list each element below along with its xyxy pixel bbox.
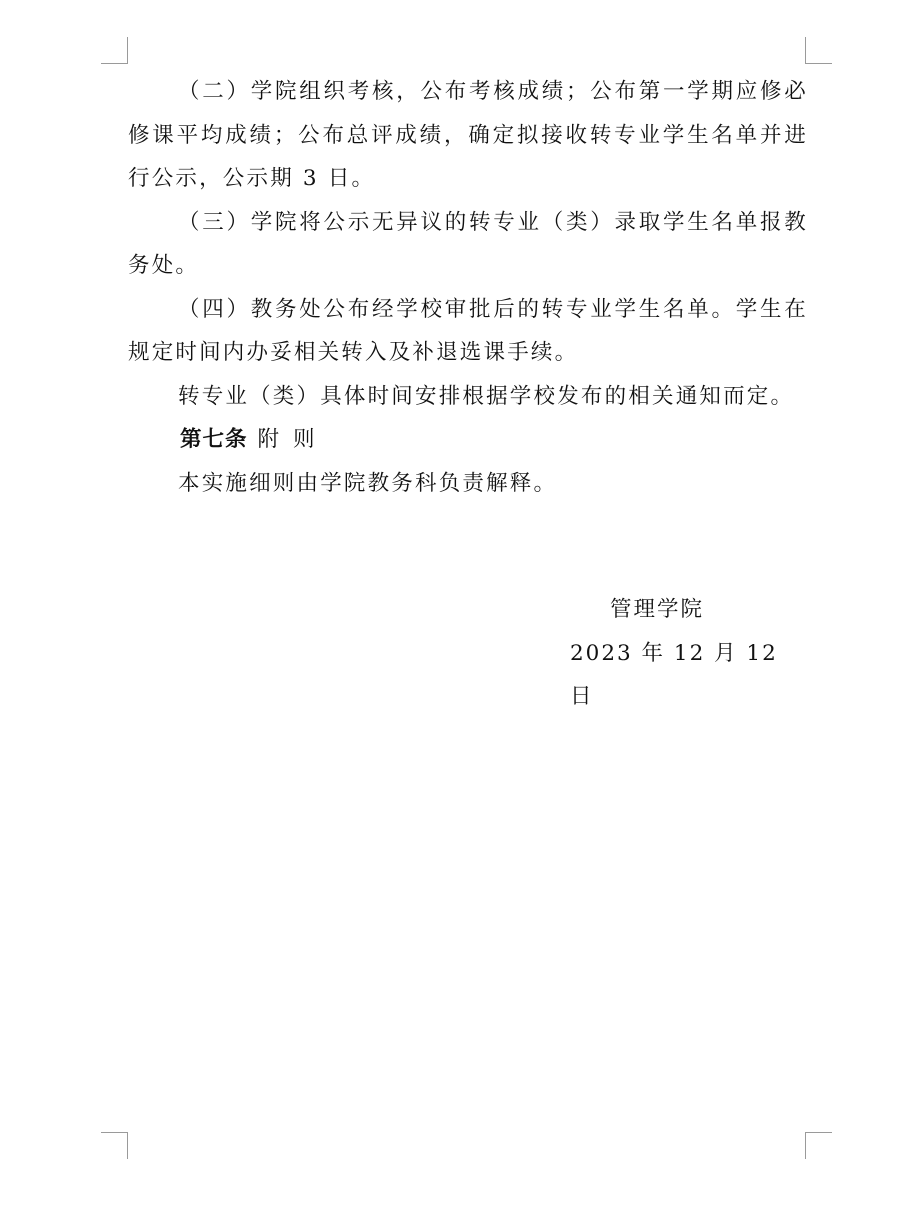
paragraph-item-4: （四）教务处公布经学校审批后的转专业学生名单。学生在规定时间内办妥相关转入及补退选课手续。 bbox=[128, 296, 808, 365]
crop-mark-bottom-left bbox=[101, 1132, 128, 1159]
article-label: 第七条 bbox=[180, 427, 248, 452]
paragraph-item-3: （三）学院将公示无异议的转专业（类）录取学生名单报教务处。 bbox=[128, 209, 808, 278]
article-title: 附则 bbox=[257, 427, 329, 452]
article-heading bbox=[128, 418, 808, 462]
closing-paragraph: 本实施细则由学院教务科负责解释。 bbox=[178, 470, 558, 496]
signature-block bbox=[540, 588, 800, 719]
paragraph-item-2: （二）学院组织考核，公布考核成绩；公布第一学期应修必修课平均成绩；公布总评成绩，确定拟接收转专业学生名单并进行公示，公示期 3 日。 bbox=[128, 79, 808, 191]
signature-date: 2023 年 12 月 12 日 bbox=[570, 640, 778, 709]
crop-mark-bottom-right bbox=[805, 1132, 832, 1159]
document-body bbox=[128, 70, 808, 505]
paragraph-timing-note: 转专业（类）具体时间安排根据学校发布的相关通知而定。 bbox=[178, 383, 795, 409]
crop-mark-top-right bbox=[805, 37, 832, 64]
signature-organization: 管理学院 bbox=[610, 597, 705, 622]
crop-mark-top-left bbox=[101, 37, 128, 64]
